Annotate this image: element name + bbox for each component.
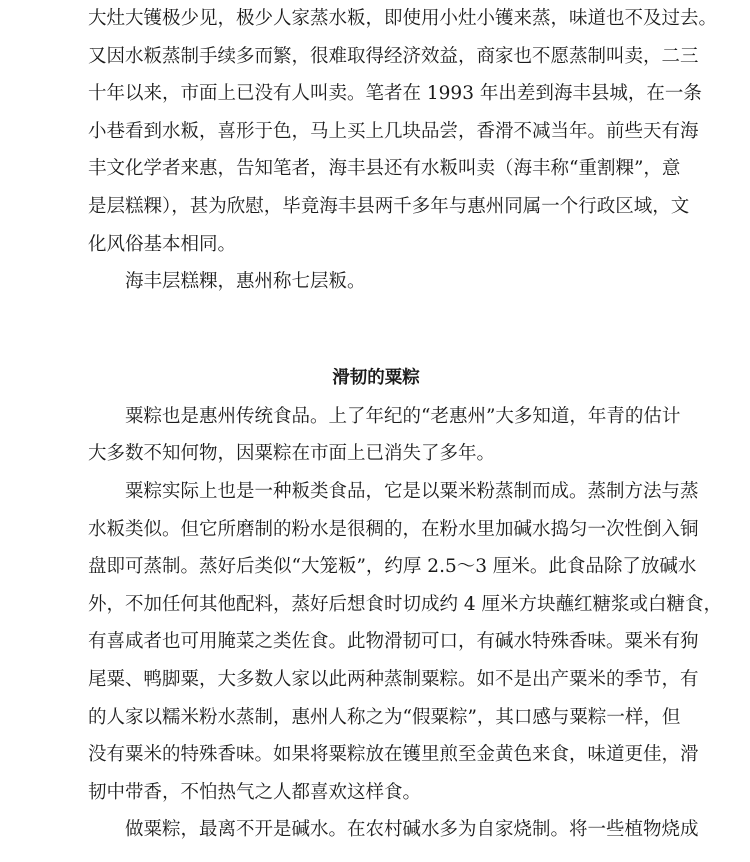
text-line: 有喜咸者也可用腌菜之类佐食。此物滑韧可口，有碱水特殊香味。粟米有狗 <box>88 631 699 653</box>
text-line: 做粟粽，最离不开是碱水。在农村碱水多为自家烧制。将一些植物烧成 <box>125 819 699 841</box>
text-line: 没有粟米的特殊香味。如果将粟粽放在镬里煎至金黄色来食，味道更佳，滑 <box>88 744 699 766</box>
text-line: 尾粟、鸭脚粟，大多数人家以此两种蒸制粟粽。如不是出产粟米的季节，有 <box>88 668 699 690</box>
text-line: 粟粽也是惠州传统食品。上了年纪的“老惠州”大多知道，年青的估计 <box>125 405 681 427</box>
section-title: 滑韧的粟粽 <box>332 367 420 388</box>
text-line: 盘即可蒸制。蒸好后类似“大笼粄”，约厚 2.5～3 厘米。此食品除了放碱水 <box>88 556 697 578</box>
text-line: 大灶大镬极少见，极少人家蒸水粄，即使用小灶小镬来蒸，味道也不及过去。 <box>88 8 718 29</box>
paragraph <box>88 473 723 811</box>
section-spacer <box>88 301 664 358</box>
paragraph <box>88 811 699 849</box>
paragraph <box>88 0 718 263</box>
text-line: 大多数不知何物，因粟粽在市面上已消失了多年。 <box>88 443 496 465</box>
text-line: 韧中带香，不怕热气之人都喜欢这样食。 <box>88 781 422 803</box>
text-line: 小巷看到水粄，喜形于色，马上买上几块品尝，香滑不减当年。前些天有海 <box>88 120 699 142</box>
paragraph <box>88 263 664 301</box>
text-line: 化风俗基本相同。 <box>88 233 237 255</box>
text-line: 粟粽实际上也是一种粄类食品，它是以粟米粉蒸制而成。蒸制方法与蒸 <box>125 480 699 502</box>
text-line: 是层糕粿），甚为欣慰，毕竟海丰县两千多年与惠州同属一个行政区域，文 <box>88 195 690 217</box>
text-line: 十年以来，市面上已没有人叫卖。笔者在 1993 年出差到海丰县城，在一条 <box>88 83 702 105</box>
document-page <box>88 0 723 849</box>
text-line: 水粄类似。但它所磨制的粉水是很稠的，在粉水里加碱水捣匀一次性倒入铜 <box>88 518 699 540</box>
text-line: 又因水粄蒸制手续多而繁，很难取得经济效益，商家也不愿蒸制叫卖，二三 <box>88 45 699 67</box>
paragraph <box>88 398 681 473</box>
text-line: 的人家以糯米粉水蒸制，惠州人称之为“假粟粽”，其口感与粟粽一样，但 <box>88 706 681 728</box>
text-line: 丰文化学者来惠，告知笔者，海丰县还有水粄叫卖（海丰称“重割粿”，意 <box>88 158 681 180</box>
text-line: 外，不加任何其他配料，蒸好后想食时切成约 4 厘米方块蘸红糖浆或白糖食， <box>88 593 723 615</box>
text-line: 海丰层糕粿，惠州称七层粄。 <box>125 271 366 293</box>
